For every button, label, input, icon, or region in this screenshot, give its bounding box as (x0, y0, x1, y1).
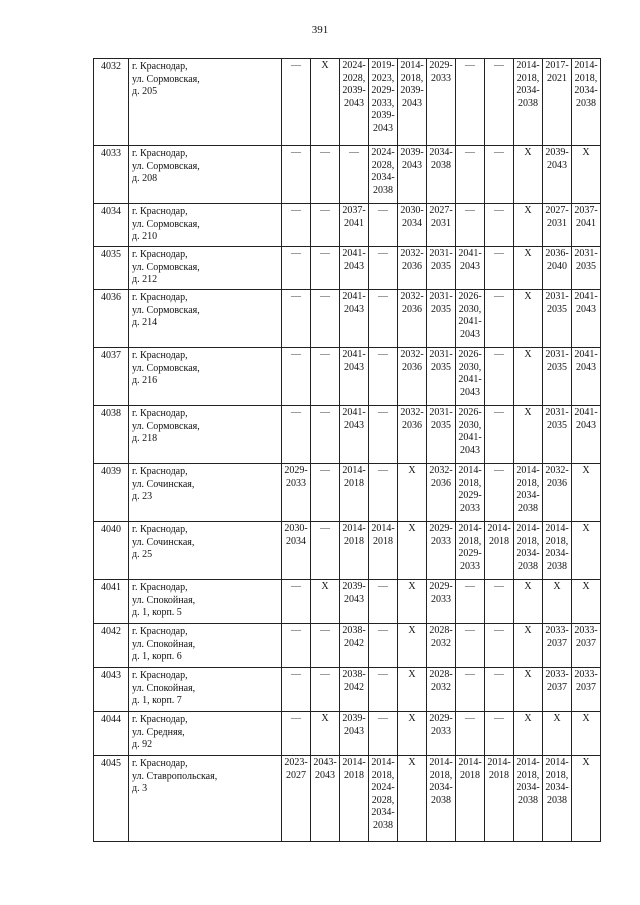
period-cell: 2032- 2036 (398, 290, 427, 348)
period-cell: — (311, 522, 340, 580)
period-cell: 2027- 2031 (427, 204, 456, 247)
period-cell: — (456, 712, 485, 756)
period-cell: — (369, 464, 398, 522)
period-cell: 2029- 2033 (427, 712, 456, 756)
period-cell: — (485, 464, 514, 522)
period-cell: 2027- 2031 (543, 204, 572, 247)
period-cell: X (398, 624, 427, 668)
period-cell: 2032- 2036 (398, 406, 427, 464)
period-cell: — (282, 146, 311, 204)
table-row (94, 204, 601, 247)
period-cell: — (485, 712, 514, 756)
period-cell: — (369, 712, 398, 756)
period-cell: — (282, 290, 311, 348)
period-cell: 2014- 2018, 2034- 2038 (543, 522, 572, 580)
period-cell: X (572, 464, 601, 522)
table-row (94, 348, 601, 406)
period-cell: 2029- 2033 (282, 464, 311, 522)
period-cell: 2031- 2035 (543, 348, 572, 406)
period-cell: 2031- 2035 (543, 290, 572, 348)
period-cell: 2032- 2036 (543, 464, 572, 522)
row-number-cell: 4037 (94, 348, 129, 406)
period-cell: 2043- 2043 (311, 756, 340, 842)
period-cell: — (311, 668, 340, 712)
period-cell: — (485, 59, 514, 146)
period-cell: — (369, 668, 398, 712)
period-cell: X (543, 580, 572, 624)
period-cell: 2014- 2018 (485, 522, 514, 580)
period-cell: 2014- 2018, 2039- 2043 (398, 59, 427, 146)
period-cell: 2031- 2035 (543, 406, 572, 464)
period-cell: 2033- 2037 (572, 668, 601, 712)
period-cell: 2031- 2035 (427, 247, 456, 290)
period-cell: 2036- 2040 (543, 247, 572, 290)
period-cell: X (572, 522, 601, 580)
row-number-cell: 4032 (94, 59, 129, 146)
row-number-cell: 4034 (94, 204, 129, 247)
period-cell: — (369, 580, 398, 624)
table-row (94, 406, 601, 464)
period-cell: 2033- 2037 (543, 624, 572, 668)
period-cell: 2014- 2018 (340, 464, 369, 522)
period-cell: 2033- 2037 (543, 668, 572, 712)
period-cell: 2028- 2032 (427, 624, 456, 668)
period-cell: 2023- 2027 (282, 756, 311, 842)
period-cell: — (456, 204, 485, 247)
address-cell: г. Краснодар, ул. Сормовская, д. 210 (129, 204, 282, 247)
period-cell: 2030- 2034 (282, 522, 311, 580)
period-cell: 2014- 2018, 2034- 2038 (427, 756, 456, 842)
period-cell: 2032- 2036 (398, 348, 427, 406)
period-cell: 2038- 2042 (340, 668, 369, 712)
period-cell: — (485, 624, 514, 668)
period-cell: 2014- 2018, 2034- 2038 (514, 59, 543, 146)
address-cell: г. Краснодар, ул. Спокойная, д. 1, корп. 6 (129, 624, 282, 668)
address-cell: г. Краснодар, ул. Средняя, д. 92 (129, 712, 282, 756)
period-cell: — (369, 247, 398, 290)
table-row (94, 247, 601, 290)
period-cell: 2014- 2018, 2034- 2038 (514, 756, 543, 842)
period-cell: 2038- 2042 (340, 624, 369, 668)
row-number-cell: 4039 (94, 464, 129, 522)
period-cell: X (311, 580, 340, 624)
period-cell: 2014- 2018 (340, 756, 369, 842)
period-cell: X (398, 522, 427, 580)
period-cell: 2033- 2037 (572, 624, 601, 668)
period-cell: — (456, 146, 485, 204)
table-row (94, 756, 601, 842)
period-cell: 2026- 2030, 2041- 2043 (456, 348, 485, 406)
period-cell: X (398, 668, 427, 712)
period-cell: 2026- 2030, 2041- 2043 (456, 290, 485, 348)
period-cell: 2031- 2035 (427, 290, 456, 348)
period-cell: 2014- 2018, 2029- 2033 (456, 464, 485, 522)
period-cell: — (369, 348, 398, 406)
period-cell: X (514, 348, 543, 406)
period-cell: — (485, 146, 514, 204)
period-cell: 2032- 2036 (398, 247, 427, 290)
period-cell: 2029- 2033 (427, 59, 456, 146)
period-cell: 2039- 2043 (398, 146, 427, 204)
period-cell: X (311, 712, 340, 756)
period-cell: 2031- 2035 (572, 247, 601, 290)
address-cell: г. Краснодар, ул. Спокойная, д. 1, корп. 7 (129, 668, 282, 712)
period-cell: X (572, 146, 601, 204)
table-row (94, 290, 601, 348)
address-cell: г. Краснодар, ул. Спокойная, д. 1, корп. 5 (129, 580, 282, 624)
period-cell: — (369, 406, 398, 464)
period-cell: — (485, 204, 514, 247)
period-cell: — (311, 146, 340, 204)
period-cell: 2041- 2043 (340, 247, 369, 290)
period-cell: 2014- 2018, 2034- 2038 (572, 59, 601, 146)
period-cell: X (514, 580, 543, 624)
period-cell: 2039- 2043 (340, 580, 369, 624)
period-cell: — (456, 59, 485, 146)
period-cell: X (514, 146, 543, 204)
period-cell: — (282, 668, 311, 712)
period-cell: — (485, 247, 514, 290)
row-number-cell: 4045 (94, 756, 129, 842)
period-cell: — (311, 464, 340, 522)
period-cell: X (514, 624, 543, 668)
table-row (94, 712, 601, 756)
row-number-cell: 4043 (94, 668, 129, 712)
row-number-cell: 4041 (94, 580, 129, 624)
period-cell: 2014- 2018 (485, 756, 514, 842)
period-cell: 2017- 2021 (543, 59, 572, 146)
period-cell: — (485, 580, 514, 624)
period-cell: 2031- 2035 (427, 348, 456, 406)
period-cell: — (282, 204, 311, 247)
row-number-cell: 4040 (94, 522, 129, 580)
period-cell: 2041- 2043 (456, 247, 485, 290)
period-cell: 2014- 2018, 2034- 2038 (514, 464, 543, 522)
period-cell: — (311, 406, 340, 464)
period-cell: — (456, 580, 485, 624)
period-cell: X (514, 668, 543, 712)
period-cell: — (282, 624, 311, 668)
period-cell: — (282, 580, 311, 624)
address-cell: г. Краснодар, ул. Ставропольская, д. 3 (129, 756, 282, 842)
table-row (94, 580, 601, 624)
period-cell: 2019- 2023, 2029- 2033, 2039- 2043 (369, 59, 398, 146)
period-cell: 2037- 2041 (340, 204, 369, 247)
period-cell: 2029- 2033 (427, 522, 456, 580)
period-cell: X (311, 59, 340, 146)
row-number-cell: 4035 (94, 247, 129, 290)
address-cell: г. Краснодар, ул. Сормовская, д. 212 (129, 247, 282, 290)
period-cell: 2031- 2035 (427, 406, 456, 464)
period-cell: 2029- 2033 (427, 580, 456, 624)
period-cell: — (369, 204, 398, 247)
period-cell: — (369, 624, 398, 668)
period-cell: 2014- 2018, 2034- 2038 (543, 756, 572, 842)
period-cell: — (456, 668, 485, 712)
page-number: 391 (311, 24, 329, 36)
period-cell: 2039- 2043 (340, 712, 369, 756)
period-cell: X (514, 204, 543, 247)
period-cell: — (282, 247, 311, 290)
period-cell: 2014- 2018, 2034- 2038 (514, 522, 543, 580)
period-cell: 2030- 2034 (398, 204, 427, 247)
address-cell: г. Краснодар, ул. Сормовская, д. 205 (129, 59, 282, 146)
period-cell: — (282, 348, 311, 406)
period-cell: — (369, 290, 398, 348)
period-cell: — (282, 712, 311, 756)
address-cell: г. Краснодар, ул. Сормовская, д. 218 (129, 406, 282, 464)
period-cell: X (398, 580, 427, 624)
period-cell: X (572, 756, 601, 842)
table-row (94, 522, 601, 580)
period-cell: — (485, 348, 514, 406)
period-cell: — (282, 406, 311, 464)
period-cell: 2014- 2018, 2024- 2028, 2034- 2038 (369, 756, 398, 842)
register-table (93, 58, 601, 842)
address-cell: г. Краснодар, ул. Сормовская, д. 216 (129, 348, 282, 406)
period-cell: X (572, 580, 601, 624)
period-cell: — (282, 59, 311, 146)
table-row (94, 464, 601, 522)
row-number-cell: 4042 (94, 624, 129, 668)
period-cell: — (485, 406, 514, 464)
address-cell: г. Краснодар, ул. Сочинская, д. 25 (129, 522, 282, 580)
period-cell: — (311, 204, 340, 247)
period-cell: — (485, 668, 514, 712)
table-row (94, 668, 601, 712)
period-cell: 2037- 2041 (572, 204, 601, 247)
period-cell: X (398, 756, 427, 842)
period-cell: 2039- 2043 (543, 146, 572, 204)
period-cell: 2041- 2043 (572, 406, 601, 464)
period-cell: 2032- 2036 (427, 464, 456, 522)
period-cell: — (311, 290, 340, 348)
period-cell: — (311, 624, 340, 668)
period-cell: — (340, 146, 369, 204)
period-cell: 2041- 2043 (340, 406, 369, 464)
row-number-cell: 4044 (94, 712, 129, 756)
period-cell: 2028- 2032 (427, 668, 456, 712)
address-cell: г. Краснодар, ул. Сочинская, д. 23 (129, 464, 282, 522)
period-cell: X (514, 290, 543, 348)
period-cell: X (572, 712, 601, 756)
period-cell: X (398, 712, 427, 756)
table-row (94, 624, 601, 668)
period-cell: X (398, 464, 427, 522)
period-cell: 2041- 2043 (340, 290, 369, 348)
period-cell: 2014- 2018 (456, 756, 485, 842)
period-cell: 2024- 2028, 2034- 2038 (369, 146, 398, 204)
row-number-cell: 4038 (94, 406, 129, 464)
period-cell: — (485, 290, 514, 348)
period-cell: X (514, 712, 543, 756)
address-cell: г. Краснодар, ул. Сормовская, д. 214 (129, 290, 282, 348)
period-cell: 2026- 2030, 2041- 2043 (456, 406, 485, 464)
period-cell: 2034- 2038 (427, 146, 456, 204)
period-cell: — (311, 247, 340, 290)
period-cell: — (311, 348, 340, 406)
period-cell: 2014- 2018 (340, 522, 369, 580)
period-cell: X (514, 247, 543, 290)
period-cell: X (514, 406, 543, 464)
period-cell: 2014- 2018 (369, 522, 398, 580)
table-row (94, 146, 601, 204)
period-cell: 2041- 2043 (572, 290, 601, 348)
period-cell: 2041- 2043 (572, 348, 601, 406)
period-cell: 2014- 2018, 2029- 2033 (456, 522, 485, 580)
period-cell: 2024- 2028, 2039- 2043 (340, 59, 369, 146)
address-cell: г. Краснодар, ул. Сормовская, д. 208 (129, 146, 282, 204)
period-cell: 2041- 2043 (340, 348, 369, 406)
period-cell: — (456, 624, 485, 668)
period-cell: X (543, 712, 572, 756)
table-row (94, 59, 601, 146)
row-number-cell: 4036 (94, 290, 129, 348)
row-number-cell: 4033 (94, 146, 129, 204)
